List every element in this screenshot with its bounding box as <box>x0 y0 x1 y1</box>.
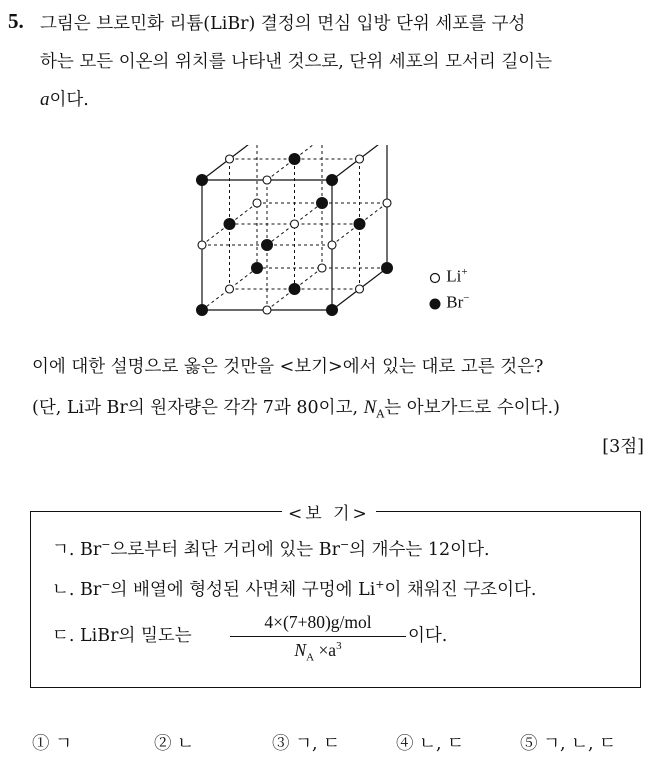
li-ion <box>263 176 271 184</box>
bogi-item-2-sup1: − <box>101 578 111 592</box>
question-line-3-text: 이다. <box>49 90 89 110</box>
br-ion <box>289 283 301 295</box>
li-ion <box>226 155 234 163</box>
den-var: N <box>294 640 307 661</box>
open-circle-icon <box>428 271 442 285</box>
bogi-item-3-marker: ㄷ. <box>52 626 75 646</box>
fraction-bar <box>230 636 406 637</box>
bogi-item-1-marker: ㄱ. <box>52 540 75 560</box>
legend-li <box>428 266 468 287</box>
choice-2[interactable]: ② ㄴ <box>154 734 194 754</box>
avogadro-subscript: A <box>376 407 385 421</box>
br-ion <box>261 239 273 251</box>
libr-unit-cell-diagram <box>190 145 400 320</box>
question-line-5-pre: (단, Li과 Br의 원자량은 각각 7과 80이고, <box>32 398 359 418</box>
den-sub: A <box>306 651 315 664</box>
question-line-2: 하는 모든 이온의 위치를 나타낸 것으로, 단위 세포의 모서리 길이는 <box>40 52 553 72</box>
br-ion <box>224 218 236 230</box>
choice-1[interactable]: ① ㄱ <box>32 734 72 754</box>
question-line-5-post: 는 아보가드로 수이다.) <box>384 398 560 418</box>
bogi-item-1-post: 의 개수는 12이다. <box>349 540 490 560</box>
br-ion <box>289 153 301 165</box>
bogi-item-1-pre: Br <box>80 540 102 560</box>
filled-circle-icon <box>428 297 442 311</box>
question-number: 5. <box>8 9 24 33</box>
li-ion <box>383 199 391 207</box>
bogi-item-1-sup1: − <box>101 538 111 552</box>
legend-br-label: Br <box>446 292 464 312</box>
edge-length-variable: a <box>40 89 50 110</box>
br-ion <box>326 304 338 316</box>
br-ion <box>326 174 338 186</box>
br-ion <box>354 218 366 230</box>
question-line-3 <box>40 86 89 111</box>
legend-li-label: Li <box>446 266 462 286</box>
fraction-denominator <box>230 640 406 664</box>
bogi-item-2-marker: ㄴ. <box>52 580 75 600</box>
bogi-item-2-sup2: + <box>375 578 385 592</box>
legend-br-charge: − <box>463 292 470 304</box>
bogi-item-2-post: 이 채워진 구조이다. <box>384 580 537 600</box>
bogi-item-1-mid: 으로부터 최단 거리에 있는 Br <box>110 540 340 560</box>
li-ion <box>226 285 234 293</box>
ion-positions <box>196 145 393 316</box>
bogi-item-1 <box>52 536 490 561</box>
bogi-item-3-pre: LiBr의 밀도는 <box>80 626 192 646</box>
br-ion <box>381 262 393 274</box>
density-fraction <box>230 612 406 664</box>
br-ion <box>196 304 208 316</box>
den-rest: ×a <box>318 640 337 661</box>
points-label: [3점] <box>602 437 644 457</box>
choice-5[interactable]: ⑤ ㄱ, ㄴ, ㄷ <box>520 734 617 754</box>
choice-3[interactable]: ③ ㄱ, ㄷ <box>272 734 340 754</box>
question-line-5 <box>32 394 560 421</box>
question-line-1: 그림은 브로민화 리튬(LiBr) 결정의 면심 입방 단위 세포를 구성 <box>40 14 526 34</box>
bogi-item-3 <box>52 622 192 647</box>
li-ion <box>253 199 261 207</box>
bogi-item-2-mid: 의 배열에 형성된 사면체 구멍에 Li <box>110 580 376 600</box>
br-ion <box>196 174 208 186</box>
li-ion <box>356 155 364 163</box>
br-ion <box>316 197 328 209</box>
bogi-item-1-sup2: − <box>339 538 350 552</box>
li-ion <box>291 220 299 228</box>
fraction-numerator: 4×(7+80)g/mol <box>264 612 372 632</box>
li-ion <box>318 264 326 272</box>
choice-4[interactable]: ④ ㄴ, ㄷ <box>396 734 464 754</box>
li-ion <box>328 241 336 249</box>
bogi-title: <보 기> <box>282 499 376 524</box>
bogi-item-2-pre: Br <box>80 580 102 600</box>
li-ion <box>356 285 364 293</box>
bogi-item-2 <box>52 576 536 601</box>
question-line-4: 이에 대한 설명으로 옳은 것만을 <보기>에서 있는 대로 고른 것은? <box>32 357 544 377</box>
den-exp: 3 <box>336 640 342 653</box>
legend-br <box>428 292 469 313</box>
br-ion <box>251 262 263 274</box>
li-ion <box>198 241 206 249</box>
legend-li-charge: + <box>461 266 468 278</box>
li-ion <box>263 306 271 314</box>
avogadro-symbol: N <box>363 397 377 418</box>
bogi-item-3-post: 이다. <box>408 626 448 646</box>
